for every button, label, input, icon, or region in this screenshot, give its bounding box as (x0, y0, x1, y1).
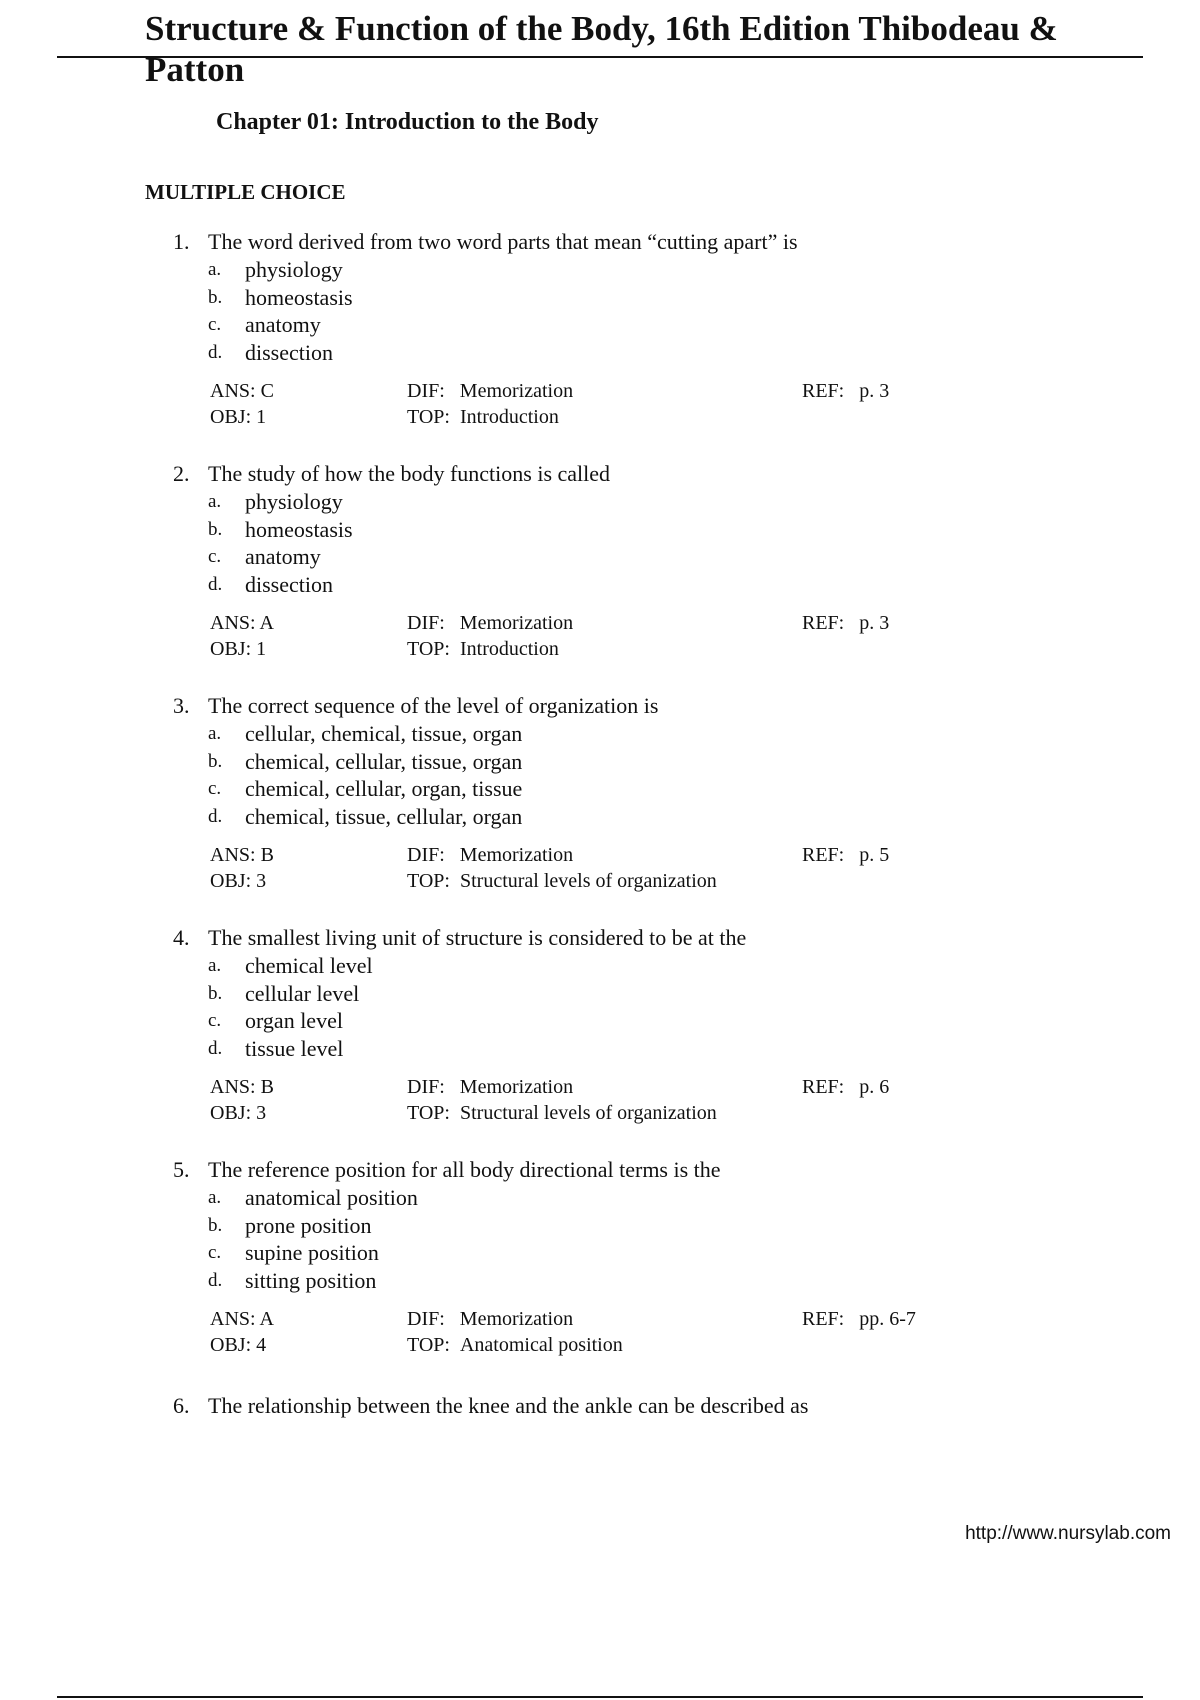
option-letter: b. (208, 286, 223, 308)
answer-metadata (145, 1074, 1045, 1126)
option-b (145, 284, 1045, 312)
objective-value: 1 (256, 406, 267, 428)
option-text: chemical level (245, 953, 373, 978)
difficulty-value: Memorization (459, 1308, 574, 1330)
option-letter: b. (208, 750, 223, 772)
option-text: cellular level (245, 980, 360, 1006)
question-5 (145, 1156, 1045, 1358)
answer-metadata (145, 378, 1045, 430)
topic-field (407, 868, 717, 894)
footer-url: http://www.nursylab.com (965, 1523, 1171, 1544)
option-letter: a. (208, 1187, 222, 1208)
option-text: sitting position (245, 1267, 377, 1293)
question-3 (145, 692, 1045, 894)
option-text: dissection (245, 571, 333, 597)
section-heading: MULTIPLE CHOICE (145, 180, 346, 204)
reference-label: REF: (802, 844, 845, 866)
option-letter: b. (208, 518, 223, 540)
question-number: 2. (173, 461, 190, 486)
difficulty-label: DIF: (407, 1076, 445, 1098)
topic-value: Anatomical position (459, 1334, 623, 1356)
topic-label: TOP: (407, 1334, 450, 1356)
option-d (145, 1267, 1045, 1295)
topic-value: Introduction (459, 406, 559, 428)
option-text: homeostasis (245, 516, 353, 542)
objective-value: 3 (256, 870, 267, 892)
option-d (145, 339, 1045, 367)
question-stem (145, 228, 1045, 256)
option-text: physiology (245, 489, 343, 514)
option-text: chemical, tissue, cellular, organ (245, 803, 523, 829)
difficulty-label: DIF: (407, 612, 445, 634)
option-text: anatomical position (245, 1185, 418, 1210)
option-a (145, 952, 1045, 980)
option-d (145, 803, 1045, 831)
option-d (145, 1035, 1045, 1063)
option-letter: d. (208, 805, 223, 827)
option-a (145, 488, 1045, 516)
question-number: 6. (173, 1393, 190, 1418)
objective-label: OBJ: (210, 1334, 252, 1356)
option-text: anatomy (245, 312, 321, 337)
option-letter: a. (208, 259, 222, 280)
answer-label: ANS: (210, 844, 256, 866)
difficulty-field (407, 610, 573, 636)
option-letter: a. (208, 955, 222, 976)
topic-field (407, 404, 559, 430)
objective-label: OBJ: (210, 870, 252, 892)
reference-value: pp. 6-7 (859, 1308, 916, 1330)
title-divider (57, 56, 1143, 58)
reference-field (802, 1306, 916, 1332)
reference-field (802, 378, 889, 404)
question-text: The reference position for all body directional terms is the (208, 1157, 721, 1182)
option-list (145, 1184, 1045, 1294)
answer-field (210, 842, 274, 868)
question-text: The smallest living unit of structure is considered to be at the (208, 925, 747, 950)
topic-label: TOP: (407, 1102, 450, 1124)
answer-metadata (145, 842, 1045, 894)
topic-field (407, 1100, 717, 1126)
answer-label: ANS: (210, 1308, 256, 1330)
difficulty-field (407, 1074, 573, 1100)
reference-value: p. 3 (859, 380, 890, 402)
option-letter: b. (208, 1214, 223, 1236)
option-c (145, 311, 1045, 339)
answer-label: ANS: (210, 1076, 256, 1098)
topic-value: Structural levels of organization (459, 870, 717, 892)
difficulty-field (407, 1306, 573, 1332)
difficulty-field (407, 842, 573, 868)
topic-value: Introduction (459, 638, 559, 660)
answer-field (210, 1074, 274, 1100)
question-text: The relationship between the knee and the ankle can be described as (208, 1393, 809, 1418)
answer-metadata (145, 1306, 1045, 1358)
option-text: anatomy (245, 544, 321, 569)
objective-label: OBJ: (210, 1102, 252, 1124)
option-letter: a. (208, 491, 222, 512)
option-letter: d. (208, 1269, 223, 1291)
option-text: physiology (245, 257, 343, 282)
objective-label: OBJ: (210, 406, 252, 428)
option-text: cellular, chemical, tissue, organ (245, 721, 523, 746)
option-text: supine position (245, 1240, 379, 1265)
difficulty-value: Memorization (459, 380, 574, 402)
option-d (145, 571, 1045, 599)
objective-field (210, 1332, 266, 1358)
option-list (145, 488, 1045, 598)
question-number: 4. (173, 925, 190, 950)
answer-value: B (260, 1076, 274, 1098)
question-stem (145, 692, 1045, 720)
reference-field (802, 842, 889, 868)
answer-value: C (260, 380, 274, 402)
option-a (145, 1184, 1045, 1212)
option-letter: d. (208, 341, 223, 363)
chapter-heading: Chapter 01: Introduction to the Body (216, 109, 599, 135)
question-stem (145, 460, 1045, 488)
answer-value: A (259, 612, 274, 634)
option-list (145, 720, 1045, 830)
objective-field (210, 868, 266, 894)
option-text: chemical, cellular, tissue, organ (245, 748, 523, 774)
reference-label: REF: (802, 612, 845, 634)
option-letter: c. (208, 1242, 222, 1263)
question-number: 5. (173, 1157, 190, 1182)
question-text: The study of how the body functions is called (208, 461, 611, 486)
answer-field (210, 378, 274, 404)
option-letter: c. (208, 546, 222, 567)
objective-value: 1 (256, 638, 267, 660)
topic-label: TOP: (407, 638, 450, 660)
reference-label: REF: (802, 1308, 845, 1330)
difficulty-value: Memorization (459, 844, 574, 866)
option-c (145, 543, 1045, 571)
reference-label: REF: (802, 1076, 845, 1098)
question-number: 1. (173, 229, 190, 254)
option-c (145, 1007, 1045, 1035)
answer-value: A (259, 1308, 274, 1330)
option-c (145, 1239, 1045, 1267)
answer-label: ANS: (210, 612, 256, 634)
option-c (145, 775, 1045, 803)
topic-field (407, 636, 559, 662)
answer-metadata (145, 610, 1045, 662)
topic-field (407, 1332, 623, 1358)
option-b (145, 516, 1045, 544)
answer-value: B (260, 844, 274, 866)
reference-field (802, 610, 889, 636)
option-letter: c. (208, 1010, 222, 1031)
option-text: chemical, cellular, organ, tissue (245, 776, 523, 801)
objective-field (210, 404, 266, 430)
topic-value: Structural levels of organization (459, 1102, 717, 1124)
difficulty-label: DIF: (407, 844, 445, 866)
option-list (145, 256, 1045, 366)
difficulty-label: DIF: (407, 380, 445, 402)
answer-field (210, 610, 274, 636)
option-a (145, 720, 1045, 748)
difficulty-field (407, 378, 573, 404)
question-4 (145, 924, 1045, 1126)
objective-field (210, 1100, 266, 1126)
option-b (145, 748, 1045, 776)
option-letter: a. (208, 723, 222, 744)
option-text: tissue level (245, 1035, 344, 1061)
question-text: The word derived from two word parts that mean “cutting apart” is (208, 229, 798, 254)
reference-field (802, 1074, 889, 1100)
option-letter: d. (208, 573, 223, 595)
objective-value: 4 (256, 1334, 267, 1356)
question-stem (145, 1392, 1045, 1420)
difficulty-value: Memorization (459, 612, 574, 634)
objective-value: 3 (256, 1102, 267, 1124)
option-text: prone position (245, 1212, 372, 1238)
option-letter: c. (208, 778, 222, 799)
difficulty-label: DIF: (407, 1308, 445, 1330)
topic-label: TOP: (407, 870, 450, 892)
topic-label: TOP: (407, 406, 450, 428)
question-2 (145, 460, 1045, 662)
option-letter: c. (208, 314, 222, 335)
option-b (145, 980, 1045, 1008)
document-title: Structure & Function of the Body, 16th Edition Thibodeau & Patton (145, 9, 1058, 89)
question-1 (145, 228, 1045, 430)
question-stem (145, 1156, 1045, 1184)
question-text: The correct sequence of the level of organization is (208, 693, 659, 718)
bottom-divider (57, 1696, 1143, 1698)
option-letter: b. (208, 982, 223, 1004)
objective-label: OBJ: (210, 638, 252, 660)
reference-value: p. 3 (859, 612, 890, 634)
objective-field (210, 636, 266, 662)
difficulty-value: Memorization (459, 1076, 574, 1098)
option-text: dissection (245, 339, 333, 365)
option-text: organ level (245, 1008, 343, 1033)
answer-label: ANS: (210, 380, 256, 402)
question-stem (145, 924, 1045, 952)
answer-field (210, 1306, 274, 1332)
reference-value: p. 5 (859, 844, 890, 866)
reference-label: REF: (802, 380, 845, 402)
question-6 (145, 1392, 1045, 1420)
option-text: homeostasis (245, 284, 353, 310)
reference-value: p. 6 (859, 1076, 890, 1098)
option-b (145, 1212, 1045, 1240)
option-a (145, 256, 1045, 284)
question-number: 3. (173, 693, 190, 718)
option-list (145, 952, 1045, 1062)
option-letter: d. (208, 1037, 223, 1059)
